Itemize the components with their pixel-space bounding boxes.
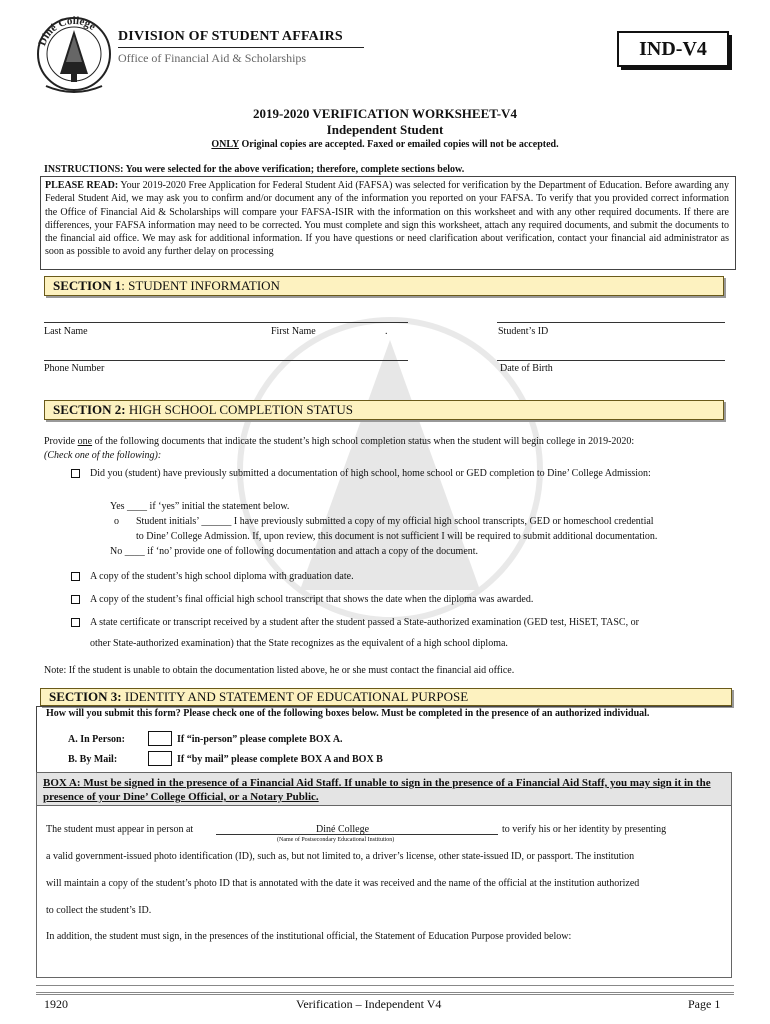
transcript-label: A copy of the student’s final official high school transcript that shows the date when the diploma was awarded. (90, 594, 534, 605)
logo-lettering (34, 6, 114, 106)
office-subtitle: Office of Financial Aid & Scholarships (118, 51, 307, 65)
state-certificate-checkbox[interactable] (71, 618, 80, 627)
by-mail-label: B. By Mail: (68, 754, 118, 765)
dob-label: Date of Birth (500, 363, 553, 374)
bullet: o (114, 516, 119, 527)
appear-text-b: to verify his or her identity by presenting (502, 824, 667, 835)
section-2-number: SECTION 2: (53, 402, 126, 417)
prior-submission-checkbox[interactable] (71, 469, 80, 478)
last-name-label: Last Name (44, 326, 88, 337)
institution-name: Diné College (316, 824, 370, 835)
section-1-title: : STUDENT INFORMATION (121, 278, 280, 293)
section-2-note: Note: If the student is unable to obtain the documentation listed above, he or she must contact the financial aid office. (44, 665, 515, 676)
diploma-checkbox[interactable] (71, 572, 80, 581)
svg-text:Diné College (36, 15, 97, 48)
by-mail-checkbox[interactable] (148, 751, 172, 766)
intro-text-a: Provide (44, 436, 78, 447)
only-word: ONLY (211, 139, 239, 150)
student-id-line[interactable] (497, 322, 725, 323)
footer-rule (36, 985, 734, 995)
phone-label: Phone Number (44, 363, 105, 374)
initials-line-2: to Dine’ College Admission. If, upon review, this document is not sufficient I will be required to submit additional documentation. (136, 531, 658, 542)
footer-page: Page 1 (688, 997, 721, 1011)
section-2-title: HIGH SCHOOL COMPLETION STATUS (125, 402, 354, 417)
header-rule (118, 47, 364, 48)
state-certificate-label-2: other State-authorized examination) that the State recognizes as the equivalent of a high school diploma. (90, 638, 508, 649)
form-id-badge: IND-V4 (617, 31, 729, 67)
id-text-4: In addition, the student must sign, in the presences of the institutional official, the Statement of Education Purpose provided below: (46, 931, 572, 942)
box-a-heading: BOX A: Must be signed in the presence of a Financial Aid Staff. If unable to sign in the presence of a Financial Aid Staff, you may sign it in the presence of your Dine’ College Official, or a Notary Public. (36, 772, 732, 806)
id-text-1: a valid government-issued photo identification (ID), such as, but not limited to, a driver’s license, other state-issued ID, or passport. The institution (46, 851, 635, 862)
worksheet-title: 2019-2020 VERIFICATION WORKSHEET-V4 (253, 106, 517, 121)
section-3-title: IDENTITY AND STATEMENT OF EDUCATIONAL PURPOSE (121, 689, 469, 704)
in-person-instruction: If “in-person” please complete BOX A. (177, 734, 343, 745)
transcript-checkbox[interactable] (71, 595, 80, 604)
section-1-header (44, 276, 724, 296)
intro-one: one (77, 436, 93, 447)
footer-left: 1920 (44, 997, 68, 1011)
intro-text-b: of the following documents that indicate the student’s high school completion status when the student will begin college in 2019-2020: (92, 436, 635, 447)
student-id-label: Student’s ID (498, 326, 549, 337)
section-3-header (40, 688, 732, 706)
initials-line: Student initials’ ______ I have previously submitted a copy of my official high school transcripts, GED or homeschool credential (136, 516, 654, 527)
id-text-2: will maintain a copy of the student’s photo ID that is annotated with the date it was received and the name of the official at the institution authorized (46, 878, 640, 889)
copies-notice (0, 139, 770, 150)
please-read-box (40, 176, 736, 270)
footer-center: Verification – Independent V4 (296, 997, 442, 1011)
section-2-header (44, 400, 724, 420)
yes-line: Yes ____ if ‘yes” initial the statement below. (110, 501, 290, 512)
first-name-label: First Name (271, 326, 316, 337)
worksheet-subtitle: Independent Student (326, 122, 444, 137)
dob-line[interactable] (497, 360, 725, 361)
instructions: INSTRUCTIONS: You were selected for the above verification; therefore, complete sections below. (44, 164, 465, 175)
in-person-checkbox[interactable] (148, 731, 172, 746)
institution-caption: (Name of Postsecondary Educational Institution) (277, 837, 395, 843)
prior-submission-label: Did you (student) have previously submitted a documentation of high school, home school or GED completion to Dine’ College Admission: (90, 468, 651, 479)
please-read-label: PLEASE READ: (45, 180, 119, 191)
logo-text: Diné College (36, 14, 98, 48)
copies-notice-text: Original copies are accepted. Faxed or emailed copies will not be accepted. (239, 139, 559, 150)
section-3-number: SECTION 3: (49, 689, 122, 704)
diploma-label: A copy of the student’s high school diploma with graduation date. (90, 571, 354, 582)
by-mail-instruction: If “by mail” please complete BOX A and BOX B (177, 754, 383, 765)
id-text-3: to collect the student’s ID. (46, 905, 152, 916)
no-line: No ____ if ‘no’ provide one of following documentation and attach a copy of the document. (110, 546, 479, 557)
check-one-note: (Check one of the following): (44, 450, 162, 461)
name-dot: . (385, 326, 388, 337)
phone-line[interactable] (44, 360, 408, 361)
section-2-intro (44, 435, 734, 449)
state-certificate-label: A state certificate or transcript received by a student after the student passed a State-authorized examination (GED test, HiSET, TASC, or (90, 617, 639, 628)
division-title: DIVISION OF STUDENT AFFAIRS (118, 29, 343, 44)
submission-question: How will you submit this form? Please check one of the following boxes below. Must be completed in the presence of an authorized individual. (46, 708, 650, 719)
section-1-number: SECTION 1 (53, 278, 122, 293)
please-read-text: Your 2019-2020 Free Application for Federal Student Aid (FAFSA) was selected for verification by the Department of Education. Before awarding any Federal Student Aid, we may ask you to confirm and/or document any of the information you reported on your FAFSA. To verify that you provided correct information the Office of Financial Aid & Scholarships will compare your FAFSA-ISIR with the information on this worksheet and with any other required documents. If there are differences, your FAFSA information may need to be corrected. You must complete and sign this worksheet, attach any required documents, and submit the documents to the financial aid office. We may ask for additional information. If you have questions or need clarification about verification, contact your financial aid administrator as soon as possible to avoid any further delay on processing (45, 180, 729, 258)
in-person-label: A. In Person: (68, 734, 125, 745)
appear-text-a: The student must appear in person at (46, 824, 194, 835)
name-line[interactable] (44, 322, 408, 323)
